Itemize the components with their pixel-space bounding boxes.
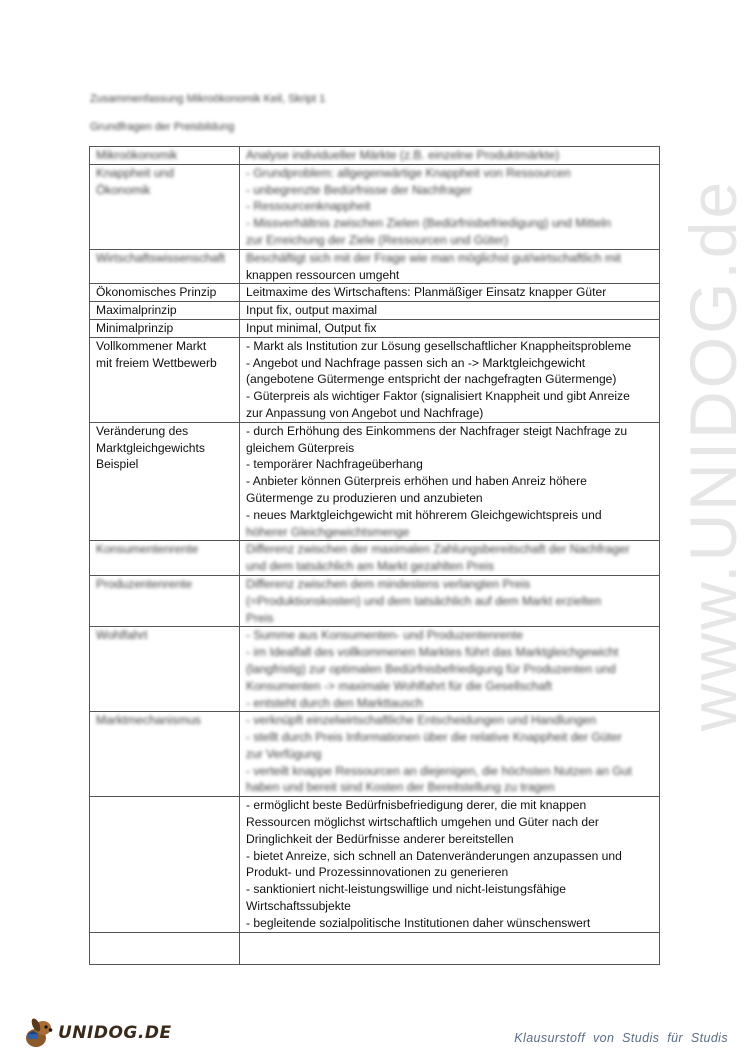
term-line: Marktmechanismus (96, 713, 201, 728)
definition-line: Konsumenten -> maximale Wohlfahrt für die Gesellschaft (246, 678, 552, 693)
document-subtitle: Grundfragen der Preisbildung (90, 121, 235, 133)
definition-cell (240, 797, 660, 932)
definition-cell (240, 932, 660, 964)
definition-line: - durch Erhöhung des Einkommens der Nachfrager steigt Nachfrage zu (246, 423, 628, 438)
definition-cell (240, 319, 660, 337)
table-row (90, 541, 660, 576)
definition-line: - im Idealfall des vollkommenen Marktes führt das Marktgleichgewicht (246, 645, 619, 660)
term-cell (90, 797, 240, 932)
definition-line: - verknüpft einzelwirtschaftliche Entscheidungen und Handlungen (246, 713, 597, 728)
definition-line: - verteilt knappe Ressourcen an diejenigen, die höchsten Nutzen an Gut (246, 763, 632, 778)
term-line: Konsumentenrente (96, 542, 199, 557)
term-cell (90, 932, 240, 964)
definition-line: - Grundproblem: allgegenwärtige Knappheit von Ressourcen (246, 165, 571, 180)
definition-line: - begleitende sozialpolitische Institutionen daher wünschenswert (246, 915, 591, 930)
definition-cell (240, 249, 660, 284)
term-cell (90, 147, 240, 165)
definition-line: - ermöglicht beste Bedürfnisbefriedigung derer, die mit knappen (246, 798, 587, 813)
logo-text: UNIDOG.DE (58, 1023, 172, 1043)
term-line: Mikroökonomik (96, 148, 178, 162)
term-line: Marktgleichgewichts (96, 440, 205, 455)
definition-line: Produkt- und Prozessinnovationen zu generieren (246, 865, 509, 880)
definition-line: zur Verfügung (246, 746, 322, 761)
table-row (90, 797, 660, 932)
definition-line: Input minimal, Output fix (246, 320, 377, 335)
unidog-logo[interactable] (22, 1016, 172, 1050)
definition-line: Dringlichkeit der Bedürfnisse anderer bereitstellen (246, 831, 514, 846)
definition-line: Beschäftigt sich mit der Frage wie man möglichst gut/wirtschaftlich mit (246, 250, 622, 265)
term-cell (90, 712, 240, 797)
definition-line: Differenz zwischen dem mindestens verlangten Preis (246, 576, 531, 591)
term-line: Ökonomisches Prinzip (96, 285, 217, 300)
definition-line: - Markt als Institution zur Lösung gesellschaftlicher Knappheitsprobleme (246, 338, 632, 353)
definition-line: Leitmaxime des Wirtschaftens: Planmäßiger Einsatz knapper Güter (246, 285, 607, 300)
definition-cell (240, 284, 660, 302)
term-line: Veränderung des (96, 423, 189, 438)
term-cell (90, 541, 240, 576)
definition-line: - Missverhältnis zwischen Zielen (Bedürfnisbefriedigung) und Mitteln (246, 216, 611, 231)
definition-line: - unbegrenzte Bedürfnisse der Nachfrager (246, 182, 472, 197)
term-cell (90, 319, 240, 337)
definition-cell (240, 541, 660, 576)
term-cell (90, 575, 240, 626)
definition-cell (240, 712, 660, 797)
definition-line: - entsteht durch den Markttausch (246, 695, 423, 710)
definition-line: - Ressourcenknappheit (246, 199, 371, 214)
term-cell (90, 249, 240, 284)
definition-line: Wirtschaftssubjekte (246, 899, 351, 914)
definition-cell (240, 575, 660, 626)
table-row (90, 147, 660, 165)
definition-line: (angebotene Gütermenge entspricht der nachgefragten Gütermenge) (246, 372, 617, 387)
definition-cell (240, 627, 660, 712)
definition-line: - stellt durch Preis Informationen über die relative Knappheit der Güter (246, 730, 622, 745)
footer-tagline: Klausurstoff von Studis für Studis (514, 1031, 728, 1045)
table-row (90, 422, 660, 541)
summary-table-body (90, 147, 660, 965)
term-cell (90, 302, 240, 320)
term-line: Beispiel (96, 457, 139, 472)
definition-line: - neues Marktgleichgewicht mit höhrerem Gleichgewichtspreis und (246, 507, 602, 522)
term-line: Maximalprinzip (96, 303, 177, 318)
definition-cell (240, 164, 660, 249)
definition-line: Gütermenge zu produzieren und anzubieten (246, 490, 483, 505)
definition-line: Analyse individueller Märkte (z.B. einzelne Produktmärkte) (246, 148, 560, 162)
term-cell (90, 627, 240, 712)
definition-line: Differenz zwischen der maximalen Zahlungsbereitschaft der Nachfrager (246, 542, 630, 557)
term-line: Wohlfahrt (96, 628, 148, 643)
definition-cell (240, 147, 660, 165)
definition-line: - Summe aus Konsumenten- und Produzentenrente (246, 628, 523, 643)
definition-line: zur Erreichung der Ziele (Ressourcen und Güter) (246, 232, 509, 247)
table-row (90, 302, 660, 320)
dog-mascot-icon (22, 1016, 56, 1050)
definition-line: gleichem Güterpreis (246, 440, 355, 455)
table-row (90, 712, 660, 797)
definition-cell (240, 337, 660, 422)
definition-cell (240, 302, 660, 320)
term-line: Ökonomik (96, 182, 151, 197)
definition-line: - bietet Anreize, sich schnell an Datenveränderungen anzupassen und (246, 848, 622, 863)
term-cell (90, 164, 240, 249)
term-line: Vollkommener Markt (96, 338, 207, 353)
table-row (90, 932, 660, 964)
table-row (90, 319, 660, 337)
definition-cell (240, 422, 660, 541)
table-row (90, 575, 660, 626)
document-title: Zusammenfassung Mikroökonomik Keil, Skript 1 (90, 93, 326, 105)
definition-line: (langfristig) zur optimalen Bedürfnisbefriedigung für Produzenten und (246, 661, 616, 676)
definition-line: Preis (246, 610, 274, 625)
definition-line: höherer Gleichgewichtsmenge (246, 524, 410, 539)
watermark-text: www.UNIDOG.de (676, 178, 750, 732)
term-cell (90, 422, 240, 541)
table-row (90, 249, 660, 284)
definition-line: Ressourcen möglichst wirtschaftlich umgehen und Güter nach der (246, 815, 599, 830)
term-cell (90, 284, 240, 302)
table-row (90, 337, 660, 422)
term-line: mit freiem Wettbewerb (96, 355, 217, 370)
term-line: Knappheit und (96, 165, 175, 180)
definition-line: - Güterpreis als wichtiger Faktor (signalisiert Knappheit und gibt Anreize (246, 389, 630, 404)
table-row (90, 627, 660, 712)
definition-line: - temporärer Nachfrageüberhang (246, 457, 423, 472)
term-line: Wirtschaftswissenschaft (96, 250, 226, 265)
definition-line: knappen ressourcen umgeht (246, 267, 400, 282)
definition-line: - sanktioniert nicht-leistungswillige und nicht-leistungsfähige (246, 882, 566, 897)
definition-line: (=Produktionskosten) und dem tatsächlich auf dem Markt erzielten (246, 593, 602, 608)
definition-line: - Anbieter können Güterpreis erhöhen und haben Anreiz höhere (246, 474, 587, 489)
definition-line: zur Anpassung von Angebot und Nachfrage) (246, 405, 484, 420)
term-cell (90, 337, 240, 422)
definition-line: und dem tatsächlich am Markt gezahlten Preis (246, 559, 495, 574)
definition-line: Input fix, output maximal (246, 303, 378, 318)
table-row (90, 164, 660, 249)
definition-line: - Angebot und Nachfrage passen sich an -> Marktgleichgewicht (246, 355, 586, 370)
definition-line: haben und bereit sind Kosten der Bereitstellung zu tragen (246, 780, 555, 795)
term-line: Minimalprinzip (96, 320, 174, 335)
table-row (90, 284, 660, 302)
summary-table (89, 146, 660, 965)
term-line: Produzentenrente (96, 576, 193, 591)
